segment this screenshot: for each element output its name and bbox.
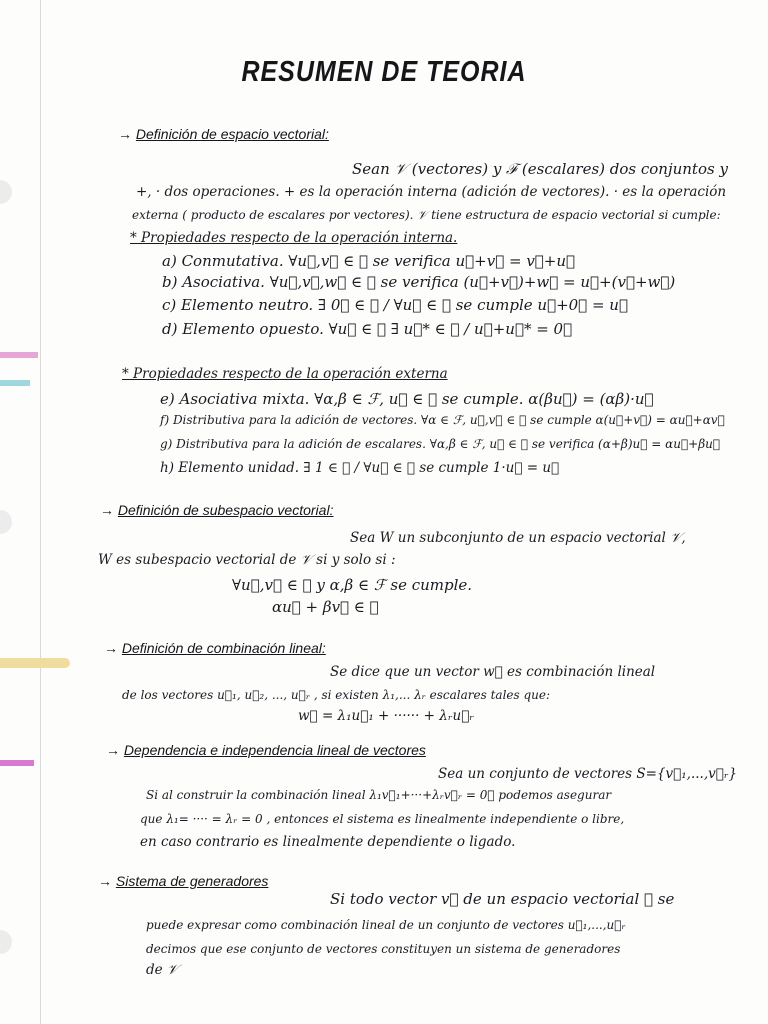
binder-hole <box>0 510 12 534</box>
property-g: g) Distributiva para la adición de escalares. ∀α,β ∈ ℱ, u⃗ ∈ 𝒱 se verifica (α+β)u⃗ = αu⃗+βu⃗ <box>160 437 721 451</box>
page-tab-cyan <box>0 380 30 386</box>
property-d: d) Elemento opuesto. ∀u⃗ ∈ 𝒱 ∃ u⃗* ∈ 𝒱 / u⃗+u⃗* = 0⃗ <box>162 320 573 338</box>
heading-label: Definición de combinación lineal: <box>121 640 326 656</box>
text-line: +, · dos operaciones. + es la operación interna (adición de vectores). · es la operación <box>136 184 727 200</box>
text-line: externa ( producto de escalares por vectores). 𝒱 tiene estructura de espacio vectorial si cumple: <box>132 208 721 222</box>
arrow-icon: → <box>98 873 112 889</box>
heading-subespacio-vectorial <box>100 502 333 518</box>
heading-espacio-vectorial <box>118 126 329 142</box>
binder-hole <box>0 180 12 204</box>
page-title: RESUMEN DE TEORIA <box>241 55 527 89</box>
arrow-icon: → <box>104 640 118 656</box>
heading-dependencia-lineal <box>106 742 426 758</box>
text-line: de 𝒱 <box>146 962 179 978</box>
text-line: w⃗ = λ₁u⃗₁ + ······ + λᵣu⃗ᵣ <box>298 708 474 724</box>
heading-label: Definición de espacio vectorial: <box>135 126 329 142</box>
property-e: e) Asociativa mixta. ∀α,β ∈ ℱ, u⃗ ∈ 𝒱 se cumple. α(βu⃗) = (αβ)·u⃗ <box>160 390 654 408</box>
binder-hole <box>0 930 12 954</box>
page-tab-yellow <box>0 658 70 668</box>
heading-label: Definición de subespacio vectorial: <box>117 502 334 518</box>
text-line: que λ₁= ···· = λᵣ = 0 , entonces el sistema es linealmente independiente o libre, <box>140 812 625 826</box>
property-c: c) Elemento neutro. ∃ 0⃗ ∈ 𝒱 / ∀u⃗ ∈ 𝒱 se cumple u⃗+0⃗ = u⃗ <box>162 296 628 314</box>
heading-label: Dependencia e independencia lineal de vectores <box>123 742 426 758</box>
text-line: de los vectores u⃗₁, u⃗₂, ..., u⃗ᵣ , si existen λ₁,... λᵣ escalares tales que: <box>122 688 551 702</box>
text-line: ∀u⃗,v⃗ ∈ 𝒲 y α,β ∈ ℱ se cumple. <box>232 576 473 594</box>
subheading-interna: * Propiedades respecto de la operación interna. <box>130 230 458 246</box>
page-tab-pink <box>0 352 38 358</box>
text-line: Se dice que un vector w⃗ es combinación lineal <box>330 664 656 680</box>
text-line: αu⃗ + βv⃗ ∈ 𝒲 <box>272 598 379 616</box>
heading-label: Sistema de generadores <box>115 873 269 889</box>
property-b: b) Asociativa. ∀u⃗,v⃗,w⃗ ∈ 𝒱 se verifica (u⃗+v⃗)+w⃗ = u⃗+(v⃗+w⃗) <box>162 273 676 291</box>
arrow-icon: → <box>100 502 114 518</box>
text-line: W es subespacio vectorial de 𝒱 si y solo si : <box>98 552 396 568</box>
subheading-externa: * Propiedades respecto de la operación externa <box>122 366 448 382</box>
text-line: Sea W un subconjunto de un espacio vectorial 𝒱, <box>350 530 686 546</box>
text-line: puede expresar como combinación lineal de un conjunto de vectores u⃗₁,...,u⃗ᵣ <box>146 918 626 932</box>
property-h: h) Elemento unidad. ∃ 1 ∈ ℱ / ∀u⃗ ∈ 𝒱 se cumple 1·u⃗ = u⃗ <box>160 460 560 476</box>
property-a: a) Conmutativa. ∀u⃗,v⃗ ∈ 𝒱 se verifica u⃗+v⃗ = v⃗+u⃗ <box>162 252 576 270</box>
arrow-icon: → <box>106 742 120 758</box>
text-line: decimos que ese conjunto de vectores constituyen un sistema de generadores <box>146 942 621 956</box>
text-line: en caso contrario es linealmente dependiente o ligado. <box>140 834 516 850</box>
heading-combinacion-lineal <box>104 640 326 656</box>
property-f: f) Distributiva para la adición de vectores. ∀α ∈ ℱ, u⃗,v⃗ ∈ 𝒱 se cumple α(u⃗+v⃗) = αu⃗+αv⃗ <box>160 413 725 427</box>
text-line: Sean 𝒱 (vectores) y ℱ (escalares) dos conjuntos y <box>352 160 728 178</box>
text-line: Si al construir la combinación lineal λ₁v⃗₁+···+λᵣv⃗ᵣ = 0⃗ podemos asegurar <box>146 788 612 802</box>
margin-line <box>40 0 41 1024</box>
arrow-icon: → <box>118 126 132 142</box>
text-line: Si todo vector v⃗ de un espacio vectorial 𝒱 se <box>330 890 675 908</box>
page-tab-magenta <box>0 760 34 766</box>
heading-sistema-generadores <box>98 873 268 889</box>
text-line: Sea un conjunto de vectores S={v⃗₁,...,v⃗ᵣ} <box>438 766 738 782</box>
